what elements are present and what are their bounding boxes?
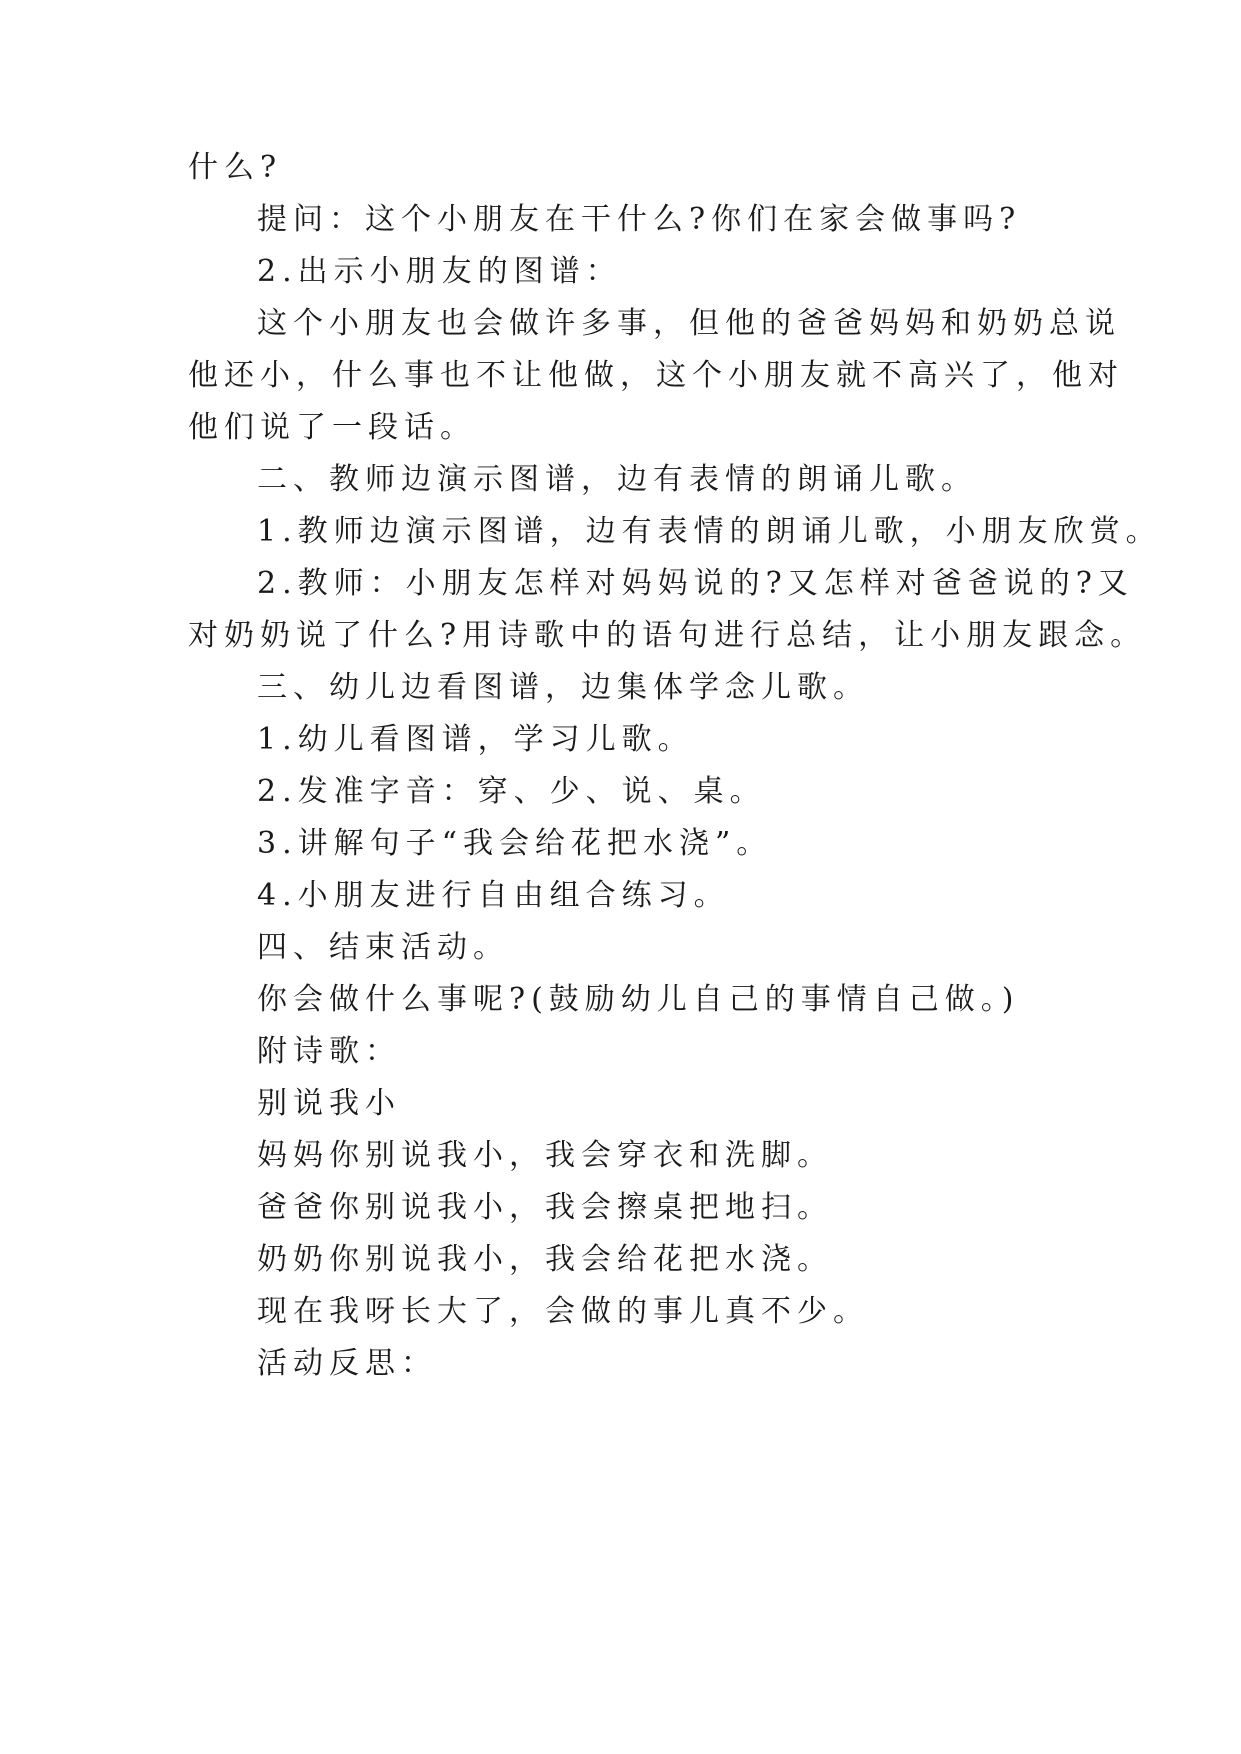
- text-line: 附诗歌：: [257, 1034, 401, 1069]
- text-line: 4.小朋友进行自由组合练习。: [257, 878, 730, 913]
- text-line: 什么?: [188, 150, 283, 185]
- text-line: 对奶奶说了什么?用诗歌中的语句进行总结，让小朋友跟念。: [188, 618, 1147, 653]
- text-line: 1.幼儿看图谱，学习儿歌。: [257, 722, 694, 757]
- text-line: 活动反思：: [257, 1346, 437, 1381]
- text-line: 1.教师边演示图谱，边有表情的朗诵儿歌，小朋友欣赏。: [257, 514, 1162, 549]
- text-line: 他还小，什么事也不让他做，这个小朋友就不高兴了，他对: [188, 358, 1124, 393]
- text-line: 提问：这个小朋友在干什么?你们在家会做事吗?: [257, 202, 1022, 237]
- text-line: 2.出示小朋友的图谱：: [257, 254, 622, 289]
- section-heading: 二、教师边演示图谱，边有表情的朗诵儿歌。: [257, 462, 977, 497]
- poem-line: 现在我呀长大了，会做的事儿真不少。: [257, 1294, 869, 1329]
- poem-line: 妈妈你别说我小，我会穿衣和洗脚。: [257, 1138, 833, 1173]
- section-heading: 四、结束活动。: [257, 930, 509, 965]
- text-line: 2.教师：小朋友怎样对妈妈说的?又怎样对爸爸说的?又: [257, 566, 1134, 601]
- text-line: 2.发准字音：穿、少、说、桌。: [257, 774, 766, 809]
- text-line: 你会做什么事呢?(鼓励幼儿自己的事情自己做。): [257, 982, 1020, 1017]
- poem-line: 奶奶你别说我小，我会给花把水浇。: [257, 1242, 833, 1277]
- text-line: 这个小朋友也会做许多事，但他的爸爸妈妈和奶奶总说: [257, 306, 1121, 341]
- text-line: 他们说了一段话。: [188, 410, 476, 445]
- poem-line: 爸爸你别说我小，我会擦桌把地扫。: [257, 1190, 833, 1225]
- text-line: 3.讲解句子“我会给花把水浇”。: [257, 826, 773, 861]
- poem-title: 别说我小: [257, 1086, 401, 1121]
- section-heading: 三、幼儿边看图谱，边集体学念儿歌。: [257, 670, 869, 705]
